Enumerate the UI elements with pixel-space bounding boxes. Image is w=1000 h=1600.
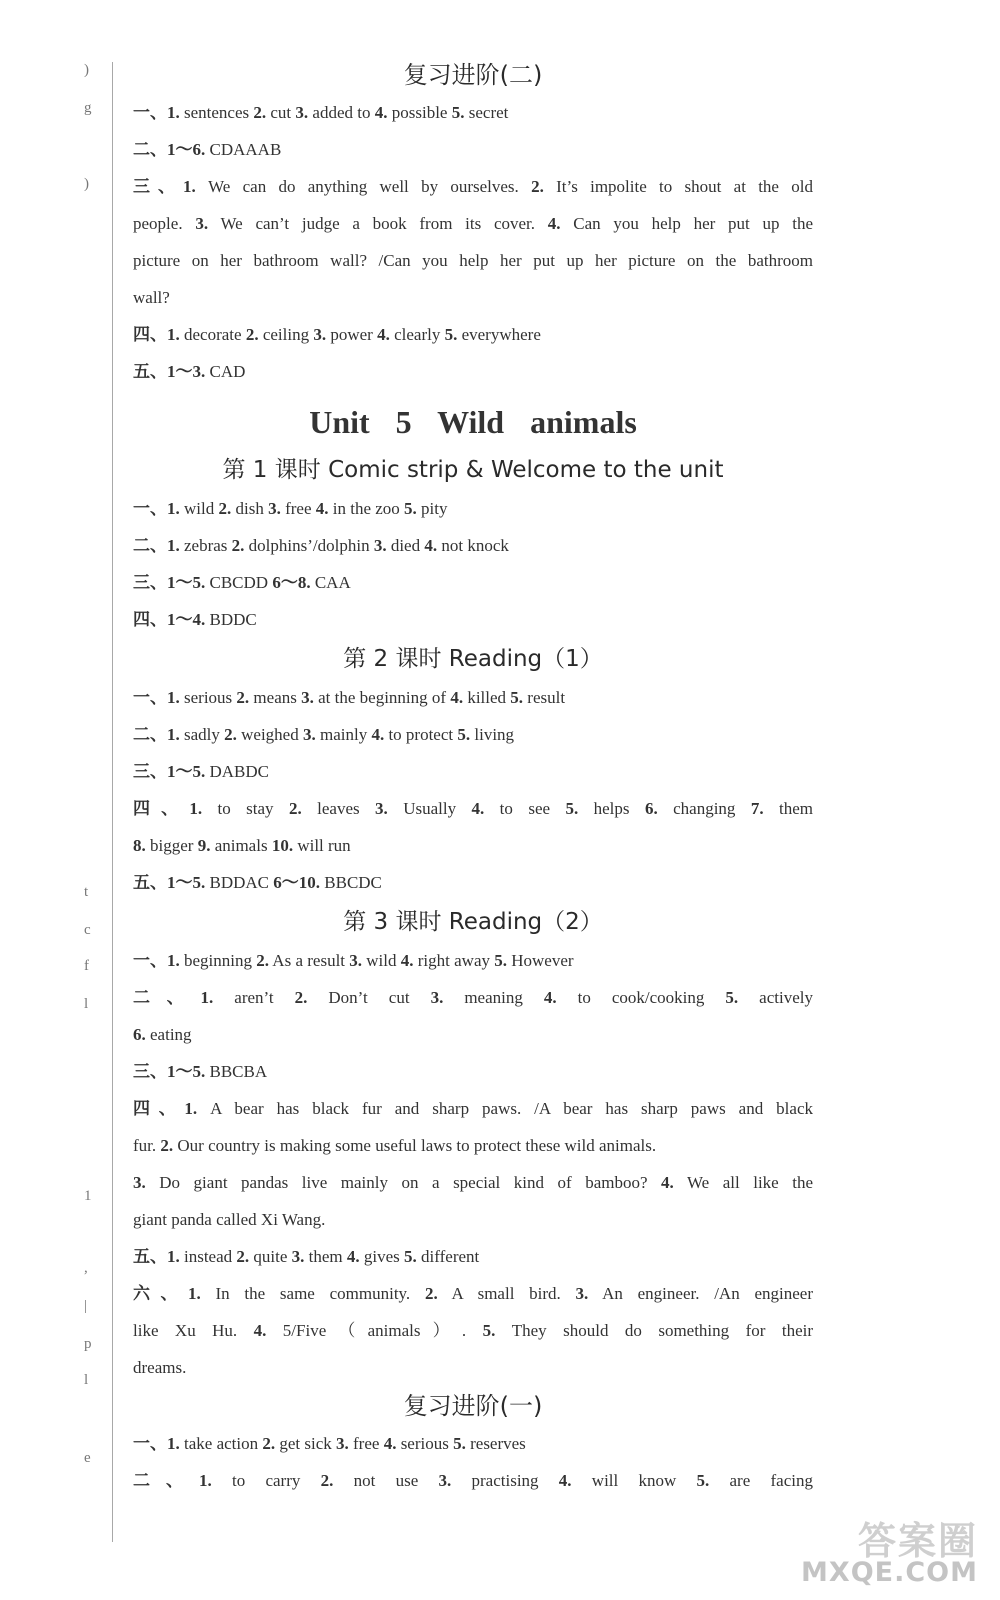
margin-marks — [84, 0, 100, 1600]
answer-text: beginning — [179, 951, 257, 970]
answer-text: are facing — [709, 1471, 813, 1490]
question-number: 4. — [424, 536, 438, 555]
answer-text: serious — [179, 688, 237, 707]
question-number: 4. — [471, 799, 485, 818]
margin-rule — [112, 62, 113, 1542]
answer-line — [133, 564, 813, 601]
question-number: 四、1～4. — [133, 610, 206, 629]
answer-text: We can do anything well by ourselves. — [195, 177, 532, 196]
question-number: 3. — [268, 499, 281, 518]
margin-mark: ) — [84, 176, 89, 192]
answer-text: practising — [451, 1471, 559, 1490]
question-number: 4. — [543, 988, 557, 1007]
answer-line — [133, 1164, 813, 1201]
question-number: 二、1. — [133, 725, 180, 744]
margin-mark: , — [84, 1260, 88, 1276]
answer-text: It’s impolite to shout at the old — [543, 177, 813, 196]
answer-text: wild — [179, 499, 219, 518]
question-number: 2. — [320, 1471, 334, 1490]
answer-text: possible — [387, 103, 452, 122]
answer-text: giant panda called Xi Wang. — [133, 1210, 326, 1229]
answer-text: free — [280, 499, 316, 518]
question-number: 五、1～5. — [133, 873, 206, 892]
question-number: 三、1～5. — [133, 573, 206, 592]
answer-text: people. — [133, 214, 196, 233]
question-number: 三、1～5. — [133, 1062, 206, 1081]
answer-line — [133, 131, 813, 168]
answer-text: actively — [738, 988, 813, 1007]
answer-text: BBCDC — [320, 873, 382, 892]
answer-text: A small bird. — [437, 1284, 576, 1303]
answer-text: BDDC — [205, 610, 257, 629]
question-number: 2. — [218, 499, 232, 518]
answer-text: DABDC — [205, 762, 270, 781]
question-number: 2. — [262, 1434, 276, 1453]
answer-text: sentences — [179, 103, 254, 122]
answer-line — [133, 168, 813, 205]
answer-text: In the same community. — [200, 1284, 425, 1303]
question-number: 3. — [575, 1284, 589, 1303]
answer-text: cut — [266, 103, 296, 122]
answer-text: Usually — [387, 799, 472, 818]
question-number: 一、1. — [133, 688, 180, 707]
question-number: 4. — [377, 325, 390, 344]
answer-line — [133, 753, 813, 790]
answer-line — [133, 316, 813, 353]
answer-text: Can you help her put up the — [560, 214, 813, 233]
question-number: 3. — [313, 325, 327, 344]
answer-text: dreams. — [133, 1358, 187, 1377]
answer-line — [133, 490, 813, 527]
watermark-url: MXQE.COM — [801, 1557, 978, 1588]
answer-text: We all like the — [673, 1173, 813, 1192]
margin-mark: l — [84, 996, 89, 1012]
lesson-title: 第 3 课时 Reading（2） — [343, 909, 603, 935]
answer-text: will know — [571, 1471, 697, 1490]
question-number: 一、1. — [133, 1434, 180, 1453]
question-number: 2. — [224, 725, 237, 744]
question-number: 4. — [450, 688, 464, 707]
question-number: 5. — [510, 688, 524, 707]
question-number: 4. — [371, 725, 385, 744]
question-number: 二、1～6. — [133, 140, 206, 159]
answer-text: CAD — [205, 362, 246, 381]
margin-mark: g — [84, 100, 92, 116]
answer-text: A bear has black fur and sharp paws. /A bear has sharp paws and black — [197, 1099, 813, 1118]
answer-line — [133, 864, 813, 901]
answer-text: Don’t cut — [307, 988, 431, 1007]
answer-text: to stay — [202, 799, 289, 818]
answer-text: Do giant pandas live mainly on a special kind of bamboo? — [145, 1173, 662, 1192]
answer-text: fur. — [133, 1136, 161, 1155]
answer-line — [133, 679, 813, 716]
answer-text: weighed — [236, 725, 303, 744]
answer-line — [133, 790, 813, 827]
watermark — [801, 1510, 978, 1588]
answer-line — [133, 353, 813, 390]
answer-text: them — [763, 799, 814, 818]
answer-line — [133, 601, 813, 638]
question-number: 6. — [133, 1025, 146, 1044]
answer-text: They should do something for their — [495, 1321, 814, 1340]
answer-line — [133, 827, 813, 864]
answer-text: quite — [249, 1247, 292, 1266]
answer-line — [133, 1090, 813, 1127]
answer-text: An engineer. /An engineer — [588, 1284, 813, 1303]
question-number: 一、1. — [133, 951, 180, 970]
question-number: 2. — [288, 799, 302, 818]
answer-line — [133, 979, 813, 1016]
margin-mark: t — [84, 884, 89, 900]
question-number: 二、1. — [133, 988, 214, 1007]
question-number: 二、1. — [133, 1471, 212, 1490]
question-number: 3. — [349, 951, 363, 970]
answer-text: meaning — [443, 988, 544, 1007]
question-number: 3. — [373, 536, 387, 555]
margin-mark: e — [84, 1450, 91, 1466]
question-number: 3. — [291, 1247, 305, 1266]
question-number: 2. — [231, 536, 245, 555]
question-number: 4. — [558, 1471, 572, 1490]
answer-text: to protect — [384, 725, 458, 744]
answer-text: means — [249, 688, 302, 707]
question-number: 4. — [315, 499, 329, 518]
question-number: 4. — [383, 1434, 397, 1453]
answer-text: died — [386, 536, 425, 555]
answer-line — [133, 942, 813, 979]
question-number: 4. — [346, 1247, 360, 1266]
watermark-logo-text: 答案圈 — [857, 1519, 978, 1563]
question-number: 一、1. — [133, 499, 180, 518]
answer-line — [133, 279, 813, 316]
answer-text: free — [348, 1434, 384, 1453]
question-number: 四、1. — [133, 325, 180, 344]
question-number: 5. — [451, 103, 465, 122]
question-number: 6～8. — [272, 573, 311, 592]
answer-text: zebras — [179, 536, 232, 555]
question-number: 3. — [375, 799, 388, 818]
question-number: 5. — [494, 951, 507, 970]
answer-line — [133, 1053, 813, 1090]
lesson-title: 第 2 课时 Reading（1） — [343, 646, 603, 672]
question-number: 四、1. — [133, 1099, 198, 1118]
question-number: 3. — [295, 103, 309, 122]
margin-mark: c — [84, 922, 91, 938]
answer-line — [133, 242, 813, 279]
question-number: 3. — [195, 214, 209, 233]
question-number: 2. — [424, 1284, 438, 1303]
answer-line — [133, 1312, 813, 1349]
answer-text: gives — [359, 1247, 405, 1266]
answer-line — [133, 1349, 813, 1386]
answer-text: like Xu Hu. — [133, 1321, 254, 1340]
margin-mark: | — [84, 1298, 88, 1314]
answer-text: result — [523, 688, 566, 707]
answer-text: sadly — [179, 725, 225, 744]
answer-text: not use — [333, 1471, 439, 1490]
section-title: 复习进阶(一) — [403, 1392, 543, 1420]
question-number: 2. — [236, 688, 250, 707]
question-number: 4. — [374, 103, 388, 122]
answer-text: mainly — [315, 725, 372, 744]
question-number: 5. — [457, 725, 471, 744]
margin-mark: ) — [84, 62, 89, 78]
question-number: 3. — [336, 1434, 349, 1453]
answer-text: CAA — [310, 573, 351, 592]
answer-text: different — [416, 1247, 480, 1266]
question-number: 3. — [302, 725, 316, 744]
answer-text: will run — [293, 836, 351, 855]
answer-line — [133, 1425, 813, 1462]
question-number: 六、1. — [133, 1284, 201, 1303]
answer-line — [133, 1462, 813, 1499]
answer-text: to cook/cooking — [556, 988, 726, 1007]
answer-text: BDDAC — [205, 873, 274, 892]
answer-text: take action — [179, 1434, 263, 1453]
question-number: 5. — [696, 1471, 710, 1490]
answer-text: to see — [484, 799, 566, 818]
question-number: 6. — [644, 799, 658, 818]
question-number: 2. — [294, 988, 308, 1007]
lesson-title: 第 1 课时 Comic strip & Welcome to the unit — [222, 457, 724, 483]
answer-text: As a result — [269, 951, 350, 970]
question-number: 6～10. — [273, 873, 321, 892]
question-number: 5. — [453, 1434, 466, 1453]
answer-text: CDAAAB — [205, 140, 282, 159]
question-number: 5. — [404, 1247, 417, 1266]
question-number: 5. — [404, 499, 417, 518]
answer-text: 5/Five（animals）. — [266, 1321, 483, 1340]
margin-mark: l — [84, 1372, 89, 1388]
answer-text: right away — [413, 951, 495, 970]
answer-text: get sick — [275, 1434, 337, 1453]
question-number: 5. — [482, 1321, 496, 1340]
answer-line — [133, 205, 813, 242]
answer-text: dish — [231, 499, 269, 518]
answer-text: bigger — [145, 836, 198, 855]
question-number: 2. — [236, 1247, 250, 1266]
question-number: 2. — [253, 103, 267, 122]
question-number: 9. — [197, 836, 211, 855]
answer-text: power — [326, 325, 378, 344]
answer-text: helps — [578, 799, 645, 818]
answer-line — [133, 1016, 813, 1053]
answer-text: wild — [362, 951, 401, 970]
question-number: 8. — [133, 836, 146, 855]
answer-text: secret — [464, 103, 509, 122]
answer-text: clearly — [389, 325, 445, 344]
answer-text: wall? — [133, 288, 170, 307]
answer-text: in the zoo — [328, 499, 405, 518]
margin-mark: p — [84, 1336, 92, 1352]
question-number: 4. — [253, 1321, 267, 1340]
answer-text: to carry — [211, 1471, 321, 1490]
answer-text: killed — [463, 688, 511, 707]
answer-text: BBCBA — [205, 1062, 268, 1081]
answer-text: pity — [416, 499, 448, 518]
margin-mark: f — [84, 958, 89, 974]
question-number: 2. — [531, 177, 544, 196]
answer-text: eating — [145, 1025, 192, 1044]
answer-line — [133, 1127, 813, 1164]
answer-text: CBCDD — [205, 573, 273, 592]
question-number: 3. — [430, 988, 444, 1007]
question-number: 4. — [661, 1173, 674, 1192]
question-number: 5. — [725, 988, 739, 1007]
answer-text: We can’t judge a book from its cover. — [208, 214, 548, 233]
answer-line — [133, 527, 813, 564]
answer-text: aren’t — [213, 988, 295, 1007]
answer-text: added to — [308, 103, 375, 122]
question-number: 2. — [245, 325, 259, 344]
question-number: 五、1. — [133, 1247, 180, 1266]
margin-mark: 1 — [84, 1188, 92, 1204]
answer-text: not knock — [437, 536, 509, 555]
answer-line — [133, 94, 813, 131]
question-number: 3. — [301, 688, 314, 707]
answer-line — [133, 716, 813, 753]
answer-text: ceiling — [258, 325, 314, 344]
question-number: 4. — [547, 214, 561, 233]
question-number: 四、1. — [133, 799, 203, 818]
question-number: 三、1～5. — [133, 762, 206, 781]
answer-text: animals — [210, 836, 272, 855]
answer-text: them — [304, 1247, 347, 1266]
question-number: 5. — [444, 325, 458, 344]
question-number: 3. — [133, 1173, 146, 1192]
unit-title: Unit 5 Wild animals — [309, 404, 637, 440]
question-number: 五、1～3. — [133, 362, 206, 381]
answer-text: decorate — [179, 325, 246, 344]
answer-text: However — [507, 951, 574, 970]
answer-text: serious — [396, 1434, 454, 1453]
answer-line — [133, 1201, 813, 1238]
answer-text: everywhere — [457, 325, 541, 344]
question-number: 5. — [565, 799, 579, 818]
answer-text: leaves — [301, 799, 376, 818]
answer-text: reserves — [465, 1434, 526, 1453]
answer-line — [133, 1238, 813, 1275]
answer-text: Our country is making some useful laws to protect these wild animals. — [173, 1136, 657, 1155]
answer-text: changing — [657, 799, 751, 818]
question-number: 二、1. — [133, 536, 180, 555]
question-number: 三、1. — [133, 177, 196, 196]
section-title: 复习进阶(二) — [403, 61, 543, 89]
question-number: 2. — [160, 1136, 174, 1155]
answer-line — [133, 1275, 813, 1312]
answer-text: picture on her bathroom wall? /Can you help her put up her picture on the bathroom — [133, 251, 813, 270]
answer-text: living — [470, 725, 515, 744]
question-number: 一、1. — [133, 103, 180, 122]
answer-text: instead — [179, 1247, 237, 1266]
question-number: 7. — [750, 799, 764, 818]
question-number: 4. — [400, 951, 414, 970]
answer-key-content — [133, 55, 813, 1499]
question-number: 10. — [271, 836, 294, 855]
answer-text: at the beginning of — [313, 688, 451, 707]
question-number: 3. — [438, 1471, 452, 1490]
answer-text: dolphins’/dolphin — [244, 536, 374, 555]
question-number: 2. — [256, 951, 269, 970]
